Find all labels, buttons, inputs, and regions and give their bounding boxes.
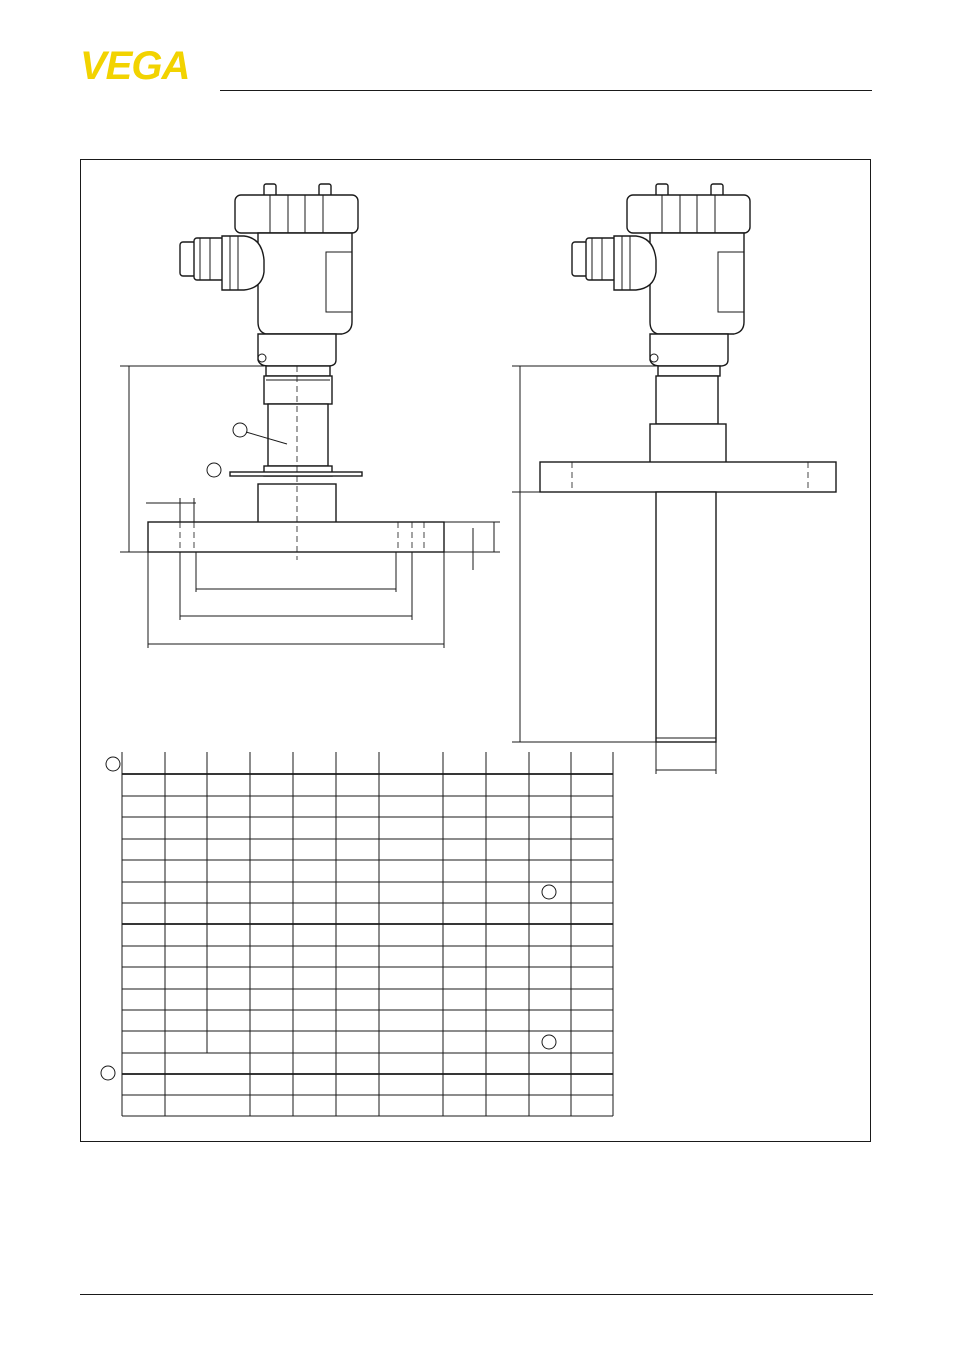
footer-rule [80,1294,873,1295]
left-instrument [120,184,500,648]
dimension-table [101,752,613,1116]
brand-wordmark: VEGA [80,44,190,88]
right-instrument [512,184,836,774]
